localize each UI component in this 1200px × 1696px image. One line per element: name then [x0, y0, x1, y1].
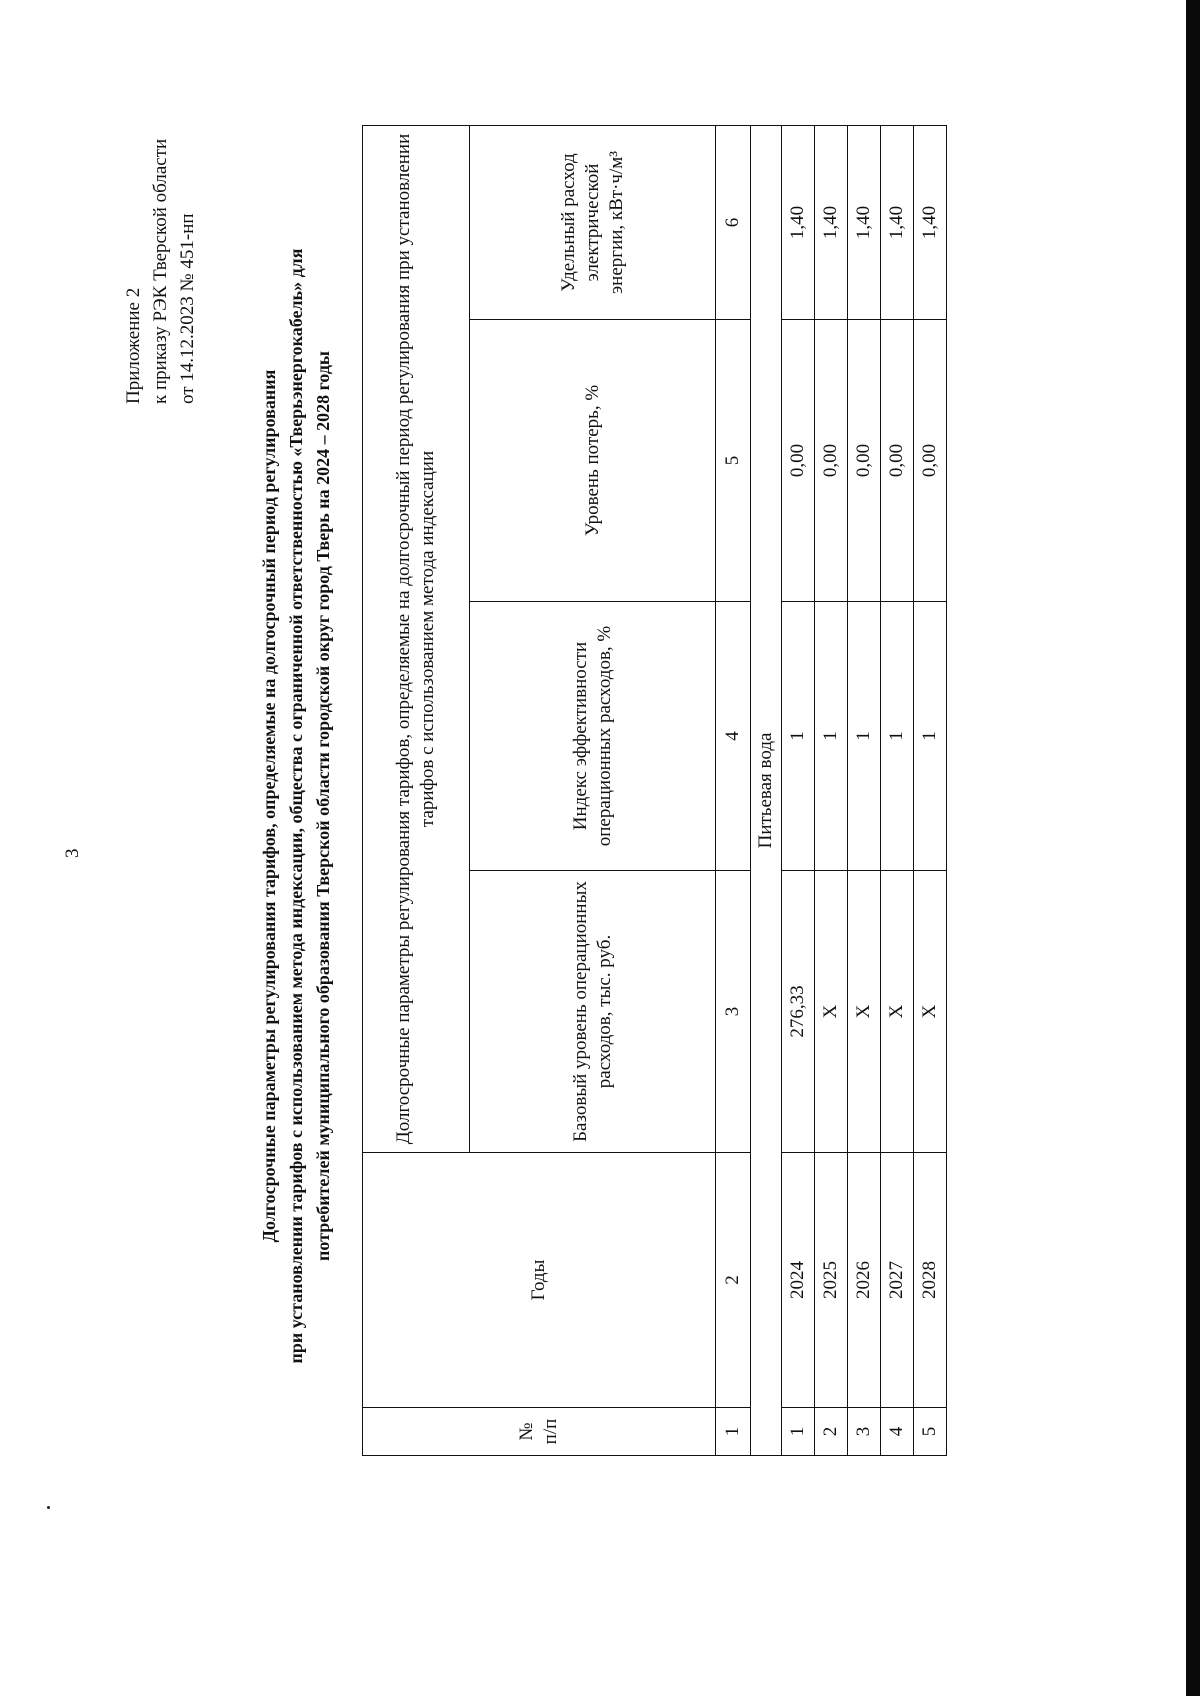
header-num: № п/п: [363, 1408, 716, 1456]
header-specific-energy: Удельный расход электрической энергии, кВт·ч/м³: [470, 125, 716, 319]
cell-losses: 0,00: [848, 320, 881, 602]
cell-index: 1: [782, 602, 815, 871]
cell-losses: 0,00: [881, 320, 914, 602]
table-row: [914, 125, 947, 1455]
column-number: 3: [716, 871, 751, 1153]
cell-specific: 1,40: [815, 125, 848, 319]
column-number: 2: [716, 1153, 751, 1408]
cell-base: Х: [848, 871, 881, 1153]
table-row: [815, 125, 848, 1455]
header-loss-level: Уровень потерь, %: [470, 320, 716, 602]
header-efficiency-index: Индекс эффективности операционных расходов, %: [470, 602, 716, 871]
cell-base: Х: [815, 871, 848, 1153]
appendix-line-3: от 14.12.2023 № 451-нп: [177, 213, 198, 404]
cell-base: 276,33: [782, 871, 815, 1153]
title-line-2: при установлении тарифов с использованием метода индексации, общества с ограниченной ответственностью «Тверьэнергокабель» для: [286, 248, 306, 1364]
cell-index: 1: [914, 602, 947, 871]
column-number: 6: [716, 125, 751, 319]
cell-year: 2028: [914, 1153, 947, 1408]
tariff-parameters-table: [362, 125, 947, 1456]
title-line-3: потребителей муниципального образования Тверской области городской округ город Тверь на 2024 – 2028 годы: [313, 351, 333, 1261]
section-drinking-water: Питьевая вода: [751, 125, 782, 1455]
cell-year: 2027: [881, 1153, 914, 1408]
cell-losses: 0,00: [815, 320, 848, 602]
page-number: 3: [62, 848, 83, 858]
cell-specific: 1,40: [848, 125, 881, 319]
column-number: 5: [716, 320, 751, 602]
column-number: 1: [716, 1408, 751, 1456]
table-row: [881, 125, 914, 1455]
cell-num: 1: [782, 1408, 815, 1456]
cell-base: Х: [914, 871, 947, 1153]
cell-index: 1: [881, 602, 914, 871]
appendix-line-2: к приказу РЭК Тверской области: [150, 138, 171, 404]
appendix-line-1: Приложение 2: [123, 287, 144, 404]
header-base-level: Базовый уровень операционных расходов, тыс. руб.: [470, 871, 716, 1153]
cell-year: 2026: [848, 1153, 881, 1408]
table-row: [782, 125, 815, 1455]
cell-index: 1: [848, 602, 881, 871]
appendix-reference: [120, 139, 201, 404]
cell-specific: 1,40: [881, 125, 914, 319]
cell-num: 4: [881, 1408, 914, 1456]
cell-specific: 1,40: [914, 125, 947, 319]
table-row: [848, 125, 881, 1455]
cell-index: 1: [815, 602, 848, 871]
cell-num: 5: [914, 1408, 947, 1456]
cell-base: Х: [881, 871, 914, 1153]
cell-year: 2025: [815, 1153, 848, 1408]
header-parameters-group: Долгосрочные параметры регулирования тарифов, определяемые на долгосрочный период регулирования при установлении тарифов с использованием метода индексации: [363, 125, 470, 1152]
cell-specific: 1,40: [782, 125, 815, 319]
column-number: 4: [716, 602, 751, 871]
header-years: Годы: [363, 1153, 716, 1408]
cell-year: 2024: [782, 1153, 815, 1408]
cell-num: 3: [848, 1408, 881, 1456]
cell-losses: 0,00: [782, 320, 815, 602]
cell-num: 2: [815, 1408, 848, 1456]
title-line-1: Долгосрочные параметры регулирования тарифов, определяемые на долгосрочный период регулирования: [259, 369, 279, 1243]
document-title: [256, 156, 337, 1456]
cell-losses: 0,00: [914, 320, 947, 602]
